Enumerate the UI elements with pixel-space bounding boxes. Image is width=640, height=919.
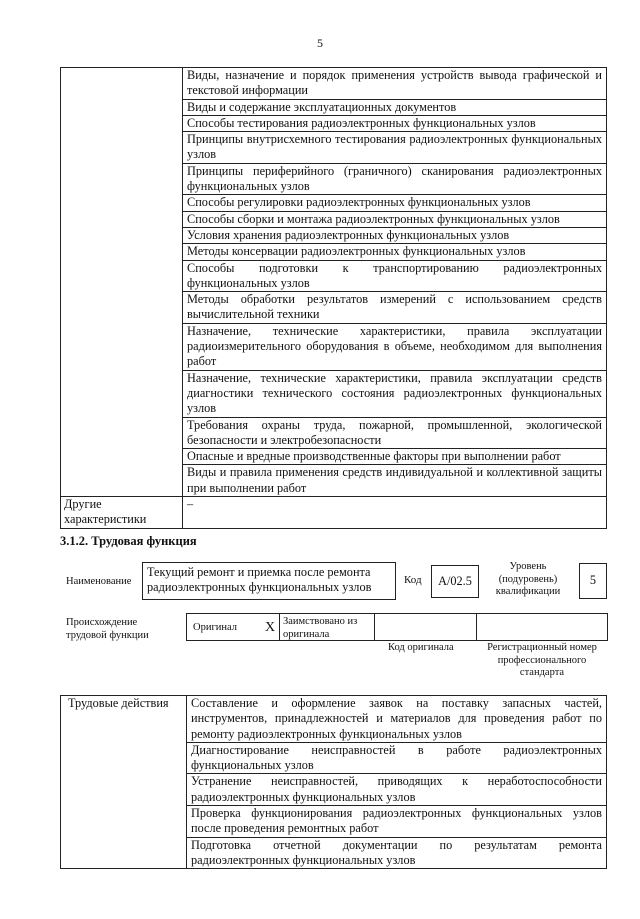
reg-number-cell <box>476 614 607 640</box>
borrowed-cell <box>279 614 375 640</box>
knowledge-item: Виды, назначение и порядок применения устройств вывода графической и текстовой информации <box>183 68 607 100</box>
other-characteristics-value: – <box>183 497 607 529</box>
labor-actions-table <box>60 695 607 869</box>
labor-action-item: Диагностирование неисправностей в работе радиоэлектронных функциональных узлов <box>187 742 607 774</box>
other-characteristics-label: Другие характеристики <box>61 497 183 529</box>
knowledge-table <box>60 67 607 529</box>
original-code-label: Код оригинала <box>388 642 454 653</box>
knowledge-item: Виды и содержание эксплуатационных документов <box>183 99 607 115</box>
labor-actions-label: Трудовые действия <box>61 696 187 869</box>
page-number: 5 <box>317 36 323 50</box>
knowledge-item: Назначение, технические характеристики, правила эксплуатации радиоизмерительного оборудования в объеме, необходимом для выполнения работ <box>183 323 607 370</box>
original-code-cell <box>374 614 477 640</box>
origin-label: Происхождение трудовой функции <box>66 617 149 641</box>
knowledge-item: Способы подготовки к транспортированию радиоэлектронных функциональных узлов <box>183 260 607 292</box>
borrowed-label: Заимствовано из оригинала <box>283 616 358 640</box>
original-label: Оригинал <box>193 622 237 633</box>
knowledge-item: Принципы периферийного (граничного) сканирования радиоэлектронных функциональных узлов <box>183 163 607 195</box>
name-label: Наименование <box>66 576 132 587</box>
knowledge-label-cell <box>61 68 183 497</box>
section-title: 3.1.2. Трудовая функция <box>60 534 197 548</box>
labor-action-item: Составление и оформление заявок на поставку запасных частей, инструментов, принадлежностей и материалов для проведения работ по ремонту радиоэлектронных функциональных узлов <box>187 696 607 743</box>
labor-action-item: Подготовка отчетной документации по результатам ремонта радиоэлектронных функциональных узлов <box>187 837 607 869</box>
original-mark: X <box>265 620 276 635</box>
function-name-box: Текущий ремонт и приемка после ремонта радиоэлектронных функциональных узлов <box>142 562 396 600</box>
reg-number-label: Регистрационный номер профессионального стандарта <box>487 642 597 678</box>
knowledge-item: Условия хранения радиоэлектронных функциональных узлов <box>183 227 607 243</box>
original-cell <box>187 614 280 640</box>
knowledge-item: Способы тестирования радиоэлектронных функциональных узлов <box>183 115 607 131</box>
origin-table <box>186 613 608 641</box>
knowledge-item: Методы обработки результатов измерений с использованием средств вычислительной техники <box>183 292 607 324</box>
code-label: Код <box>404 574 422 586</box>
level-label: Уровень (подуровень) квалификации <box>495 561 561 597</box>
knowledge-item: Методы консервации радиоэлектронных функциональных узлов <box>183 244 607 260</box>
level-box: 5 <box>579 563 607 599</box>
knowledge-item: Принципы внутрисхемного тестирования радиоэлектронных функциональных узлов <box>183 132 607 164</box>
knowledge-item: Назначение, технические характеристики, правила эксплуатации средств диагностики технического состояния радиоэлектронных функциональных узлов <box>183 370 607 417</box>
labor-action-item: Устранение неисправностей, приводящих к неработоспособности радиоэлектронных функциональных узлов <box>187 774 607 806</box>
code-box: A/02.5 <box>431 565 479 598</box>
knowledge-item: Требования охраны труда, пожарной, промышленной, экологической безопасности и электробезопасности <box>183 417 607 449</box>
knowledge-item: Виды и правила применения средств индивидуальной и коллективной защиты при выполнении работ <box>183 465 607 497</box>
knowledge-item: Способы регулировки радиоэлектронных функциональных узлов <box>183 195 607 211</box>
knowledge-item: Опасные и вредные производственные факторы при выполнении работ <box>183 449 607 465</box>
knowledge-item: Способы сборки и монтажа радиоэлектронных функциональных узлов <box>183 211 607 227</box>
labor-action-item: Проверка функционирования радиоэлектронных функциональных узлов после проведения ремонтных работ <box>187 806 607 838</box>
